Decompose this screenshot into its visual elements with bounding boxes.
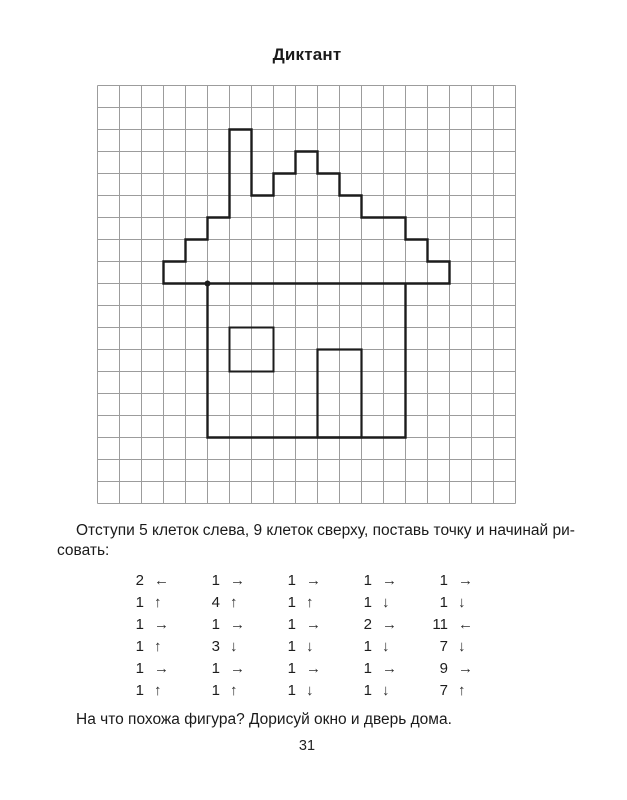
instruction-paragraph	[57, 521, 577, 561]
dictation-column	[194, 569, 250, 701]
move-count: 2	[135, 571, 144, 589]
arrow-down-icon: ↓	[458, 593, 466, 611]
dictation-move	[422, 679, 478, 701]
instruction-line-1: Отступи 5 клеток слева, 9 клеток сверху, поставь точку и начинай ри-	[76, 522, 575, 539]
dictation-move	[194, 569, 250, 591]
dictation-move	[346, 591, 402, 613]
dictation-move	[346, 679, 402, 701]
dictation-move	[422, 613, 478, 635]
dictation-move	[346, 635, 402, 657]
dictation-table	[118, 569, 478, 701]
arrow-down-icon: ↓	[306, 637, 314, 655]
move-count: 1	[439, 593, 448, 611]
move-count: 7	[439, 681, 448, 699]
dictation-column	[422, 569, 478, 701]
dictation-move	[422, 569, 478, 591]
drawing-grid-area	[97, 85, 517, 505]
move-count: 1	[135, 615, 144, 633]
dictation-move	[118, 613, 174, 635]
arrow-up-icon: ↑	[458, 681, 466, 699]
dictation-column	[346, 569, 402, 701]
arrow-right-icon: →	[382, 571, 397, 589]
dictation-move	[422, 591, 478, 613]
move-count: 1	[211, 615, 220, 633]
arrow-right-icon: →	[458, 571, 473, 589]
dictation-move	[346, 657, 402, 679]
dictation-move	[118, 635, 174, 657]
arrow-up-icon: ↑	[154, 637, 162, 655]
dictation-move	[194, 679, 250, 701]
move-count: 1	[363, 637, 372, 655]
move-count: 1	[135, 593, 144, 611]
arrow-left-icon: ←	[154, 571, 169, 589]
move-count: 1	[439, 571, 448, 589]
dictation-move	[118, 591, 174, 613]
arrow-right-icon: →	[154, 615, 169, 633]
dictation-move	[270, 569, 326, 591]
move-count: 1	[135, 659, 144, 677]
dictation-move	[118, 657, 174, 679]
dictation-grid-svg	[97, 85, 517, 505]
dictation-move	[270, 657, 326, 679]
dictation-move	[422, 657, 478, 679]
dictation-move	[194, 635, 250, 657]
move-count: 1	[363, 659, 372, 677]
arrow-right-icon: →	[382, 659, 397, 677]
arrow-right-icon: →	[230, 571, 245, 589]
arrow-right-icon: →	[154, 659, 169, 677]
move-count: 1	[287, 571, 296, 589]
dictation-move	[422, 635, 478, 657]
arrow-up-icon: ↑	[230, 593, 238, 611]
move-count: 1	[135, 681, 144, 699]
arrow-up-icon: ↑	[306, 593, 314, 611]
dictation-move	[270, 591, 326, 613]
move-count: 1	[287, 681, 296, 699]
move-count: 1	[363, 681, 372, 699]
move-count: 1	[211, 659, 220, 677]
dictation-move	[346, 613, 402, 635]
move-count: 1	[135, 637, 144, 655]
arrow-up-icon: ↑	[154, 681, 162, 699]
move-count: 1	[211, 571, 220, 589]
move-count: 9	[439, 659, 448, 677]
move-count: 1	[287, 593, 296, 611]
question-line: На что похожа фигура? Дорисуй окно и дверь дома.	[76, 711, 452, 728]
start-point-dot	[205, 281, 211, 287]
arrow-up-icon: ↑	[154, 593, 162, 611]
arrow-right-icon: →	[306, 659, 321, 677]
move-count: 2	[363, 615, 372, 633]
move-count: 3	[211, 637, 220, 655]
move-count: 1	[287, 637, 296, 655]
arrow-right-icon: →	[382, 615, 397, 633]
arrow-down-icon: ↓	[230, 637, 238, 655]
arrow-down-icon: ↓	[382, 637, 390, 655]
arrow-right-icon: →	[458, 659, 473, 677]
dictation-move	[346, 569, 402, 591]
arrow-right-icon: →	[230, 615, 245, 633]
arrow-right-icon: →	[230, 659, 245, 677]
move-count: 1	[211, 681, 220, 699]
move-count: 1	[363, 593, 372, 611]
arrow-down-icon: ↓	[306, 681, 314, 699]
arrow-right-icon: →	[306, 571, 321, 589]
dictation-column	[270, 569, 326, 701]
arrow-right-icon: →	[306, 615, 321, 633]
arrow-left-icon: ←	[458, 615, 473, 633]
arrow-down-icon: ↓	[382, 681, 390, 699]
arrow-down-icon: ↓	[458, 637, 466, 655]
move-count: 1	[287, 615, 296, 633]
page-number: 31	[298, 738, 316, 754]
arrow-up-icon: ↑	[230, 681, 238, 699]
dictation-column	[118, 569, 174, 701]
dictation-move	[118, 569, 174, 591]
dictation-move	[194, 591, 250, 613]
dictation-move	[270, 635, 326, 657]
dictation-move	[270, 613, 326, 635]
move-count: 7	[439, 637, 448, 655]
move-count: 11	[432, 615, 448, 633]
move-count: 1	[363, 571, 372, 589]
dictation-move	[194, 613, 250, 635]
instruction-line-2: совать:	[57, 542, 110, 559]
page-title: Диктант	[272, 45, 342, 64]
move-count: 1	[287, 659, 296, 677]
move-count: 4	[211, 593, 220, 611]
dictation-move	[194, 657, 250, 679]
dictation-move	[118, 679, 174, 701]
dictation-move	[270, 679, 326, 701]
arrow-down-icon: ↓	[382, 593, 390, 611]
